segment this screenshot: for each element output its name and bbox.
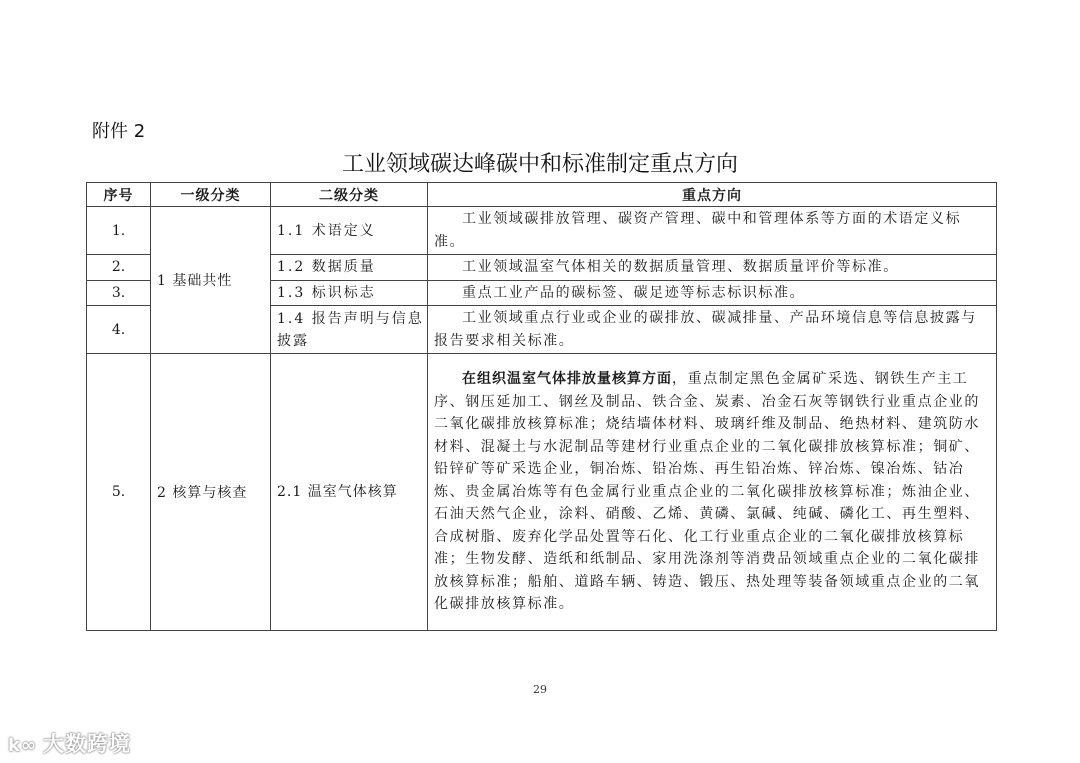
- key-direction: [428, 354, 997, 631]
- attachment-label: 附件 2: [92, 121, 146, 142]
- row-number: 3.: [87, 280, 151, 306]
- header-level2: 二级分类: [271, 183, 428, 207]
- row-number: 2.: [87, 255, 151, 281]
- watermark-logo-icon: k∞: [8, 735, 37, 756]
- level2-category: 1.1 术语定义: [271, 207, 428, 255]
- header-direction: 重点方向: [428, 183, 997, 207]
- standards-table: [86, 182, 997, 631]
- level2-category: 1.3 标识标志: [271, 280, 428, 306]
- page-title: [0, 147, 1080, 178]
- table-row: [87, 354, 997, 631]
- title-text: 工业领域碳达峰碳中和标准制定重点方向: [341, 152, 738, 177]
- table-row: [87, 207, 997, 255]
- key-direction: 工业领域温室气体相关的数据质量管理、数据质量评价等标准。: [428, 255, 997, 281]
- level2-category: 1.2 数据质量: [271, 255, 428, 281]
- key-direction: 重点工业产品的碳标签、碳足迹等标志标识标准。: [428, 280, 997, 306]
- row-number: 5.: [87, 354, 151, 631]
- page-number: 29: [533, 683, 547, 696]
- level1-category: 1 基础共性: [151, 207, 271, 354]
- row-number: 1.: [87, 207, 151, 255]
- row-number: 4.: [87, 306, 151, 354]
- level2-category: 1.4 报告声明与信息披露: [271, 306, 428, 354]
- key-direction: 工业领域碳排放管理、碳资产管理、碳中和管理体系等方面的术语定义标准。: [428, 207, 997, 255]
- key-direction: 工业领域重点行业或企业的碳排放、碳减排量、产品环境信息等信息披露与报告要求相关标准。: [428, 306, 997, 354]
- header-seq: 序号: [87, 183, 151, 207]
- direction-bold-lead: 在组织温室气体排放量核算方面: [462, 371, 672, 388]
- direction-text: ，重点制定黑色金属矿采选、钢铁生产主工序、钢压延加工、钢丝及制品、铁合金、炭素、冶金石灰等钢铁行业重点企业的二氧化碳排放核算标准；烧结墙体材料、玻璃纤维及制品、绝热材料、建筑防水材料、混凝土与水泥制品等建材行业重点企业的二氧化碳排放核算标准；铜矿、铅锌矿等矿采选企业，铜冶炼、铅冶炼、再生铅冶炼、锌冶炼、镍冶炼、钴冶炼、贵金属冶炼等有色金属行业重点企业的二氧化碳排放核算标准；炼油企业、石油天然气企业，涂料、硝酸、乙烯、黄磷、氯碱、纯碱、磷化工、再生塑料、合成树脂、废弃化学品处置等石化、化工行业重点企业的二氧化碳排放核算标准；生物发酵、造纸和纸制品、家用洗涤剂等消费品领域重点企业的二氧化碳排放核算标准；船舶、道路车辆、铸造、锻压、热处理等装备领域重点企业的二氧化碳排放核算标准。: [434, 371, 980, 613]
- header-level1: 一级分类: [151, 183, 271, 207]
- watermark-text: 大数跨境: [42, 732, 131, 756]
- table-header-row: [87, 183, 997, 207]
- level2-category: 2.1 温室气体核算: [271, 354, 428, 631]
- level1-category: 2 核算与核查: [151, 354, 271, 631]
- watermark: [8, 728, 131, 758]
